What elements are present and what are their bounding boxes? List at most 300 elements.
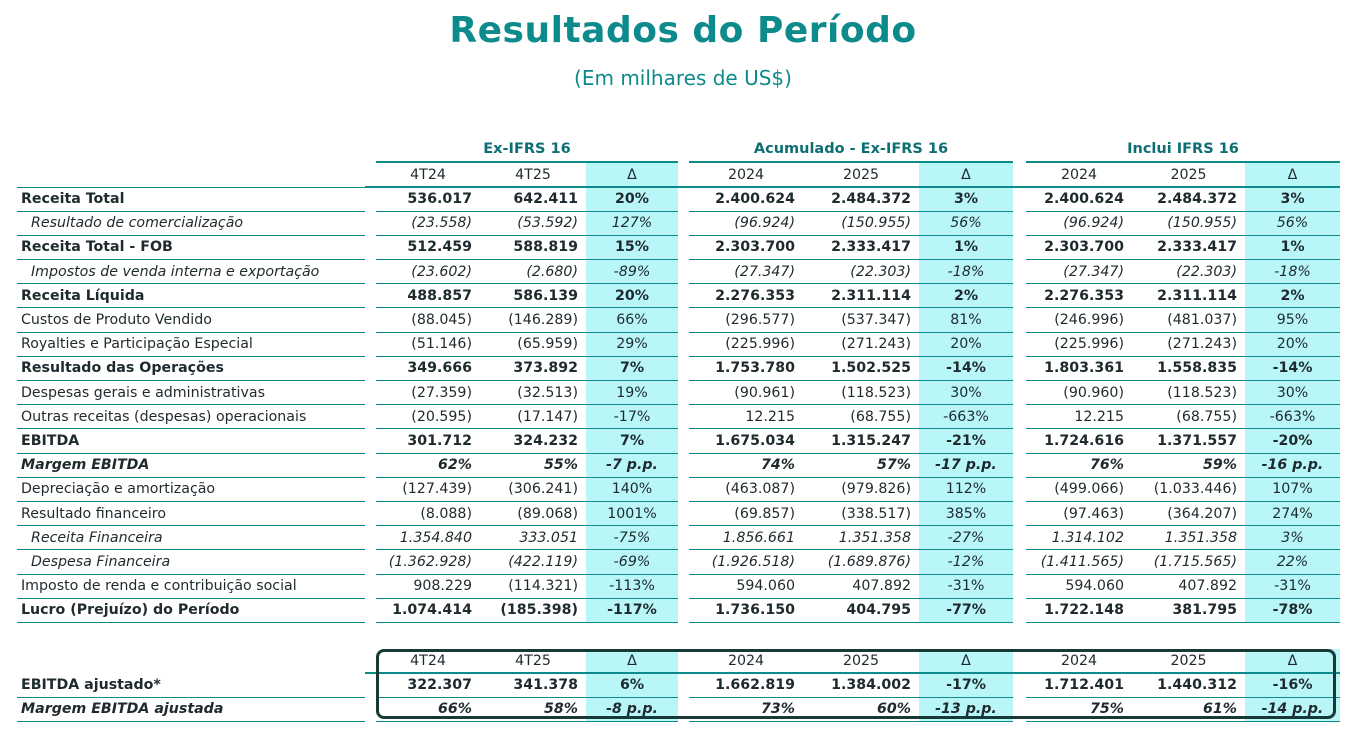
column-gap xyxy=(1013,260,1026,284)
column-gap xyxy=(1013,235,1026,259)
column-gap xyxy=(1013,453,1026,477)
value-cell: (51.146) xyxy=(376,332,480,356)
delta-cell: 274% xyxy=(1245,501,1340,525)
delta-cell: -20% xyxy=(1245,429,1340,453)
value-cell: (296.577) xyxy=(689,308,803,332)
row-label: Despesa Financeira xyxy=(17,550,365,574)
delta-header: Δ xyxy=(919,163,1013,187)
period-header: 2025 xyxy=(1132,649,1245,673)
value-cell: 1.502.525 xyxy=(803,356,919,380)
delta-cell: 1% xyxy=(1245,235,1340,259)
value-cell: 381.795 xyxy=(1132,598,1245,622)
delta-cell: -12% xyxy=(919,550,1013,574)
delta-cell: 56% xyxy=(919,211,1013,235)
value-cell: 586.139 xyxy=(480,284,586,308)
value-cell: (32.513) xyxy=(480,381,586,405)
value-cell: (225.996) xyxy=(1026,332,1132,356)
delta-cell: -31% xyxy=(1245,574,1340,598)
value-cell: (96.924) xyxy=(689,211,803,235)
column-gap xyxy=(365,332,376,356)
column-gap xyxy=(365,598,376,622)
column-gap xyxy=(678,550,689,574)
value-cell: (20.595) xyxy=(376,405,480,429)
column-gap xyxy=(1013,501,1026,525)
column-gap xyxy=(678,284,689,308)
delta-cell: -14 p.p. xyxy=(1245,697,1340,721)
column-gap xyxy=(678,308,689,332)
column-gap xyxy=(365,526,376,550)
row-label: Despesas gerais e administrativas xyxy=(17,381,365,405)
delta-cell: 127% xyxy=(586,211,678,235)
table-row xyxy=(17,526,1340,550)
value-cell: 73% xyxy=(689,697,803,721)
delta-cell: 95% xyxy=(1245,308,1340,332)
row-label: Receita Total xyxy=(17,187,365,211)
table-row xyxy=(17,211,1340,235)
column-gap xyxy=(1013,332,1026,356)
delta-cell: 30% xyxy=(1245,381,1340,405)
table-row xyxy=(17,429,1340,453)
delta-cell: -78% xyxy=(1245,598,1340,622)
row-label: Depreciação e amortização xyxy=(17,477,365,501)
value-cell: (306.241) xyxy=(480,477,586,501)
period-header: 2025 xyxy=(803,649,919,673)
table-row xyxy=(17,356,1340,380)
value-cell: 488.857 xyxy=(376,284,480,308)
value-cell: (127.439) xyxy=(376,477,480,501)
value-cell: (185.398) xyxy=(480,598,586,622)
column-gap xyxy=(678,697,689,721)
row-label: Lucro (Prejuízo) do Período xyxy=(17,598,365,622)
column-gap xyxy=(365,697,376,721)
value-cell: 1.384.002 xyxy=(803,673,919,697)
value-cell: (89.068) xyxy=(480,501,586,525)
value-cell: 2.400.624 xyxy=(689,187,803,211)
delta-cell: 66% xyxy=(586,308,678,332)
delta-cell: -7 p.p. xyxy=(586,453,678,477)
delta-cell: -663% xyxy=(919,405,1013,429)
column-gap xyxy=(1013,697,1026,721)
value-cell: 59% xyxy=(1132,453,1245,477)
column-gap xyxy=(365,501,376,525)
delta-cell: -16 p.p. xyxy=(1245,453,1340,477)
column-gap xyxy=(365,673,376,697)
value-cell: 324.232 xyxy=(480,429,586,453)
value-cell: 341.378 xyxy=(480,673,586,697)
value-cell: (463.087) xyxy=(689,477,803,501)
group-header-inclui-ifrs16: Inclui IFRS 16 xyxy=(1127,141,1239,157)
value-cell: 2.484.372 xyxy=(803,187,919,211)
delta-cell: -13 p.p. xyxy=(919,697,1013,721)
delta-cell: 15% xyxy=(586,235,678,259)
value-cell: (118.523) xyxy=(803,381,919,405)
row-label: Resultado de comercialização xyxy=(17,211,365,235)
value-cell: 594.060 xyxy=(689,574,803,598)
value-cell: 1.315.247 xyxy=(803,429,919,453)
row-label: Margem EBITDA xyxy=(17,453,365,477)
delta-cell: 7% xyxy=(586,356,678,380)
period-header: 2025 xyxy=(803,163,919,187)
delta-header: Δ xyxy=(1245,649,1340,673)
value-cell: (979.826) xyxy=(803,477,919,501)
delta-cell: 3% xyxy=(1245,187,1340,211)
table-row xyxy=(17,332,1340,356)
table-row xyxy=(17,453,1340,477)
column-gap xyxy=(678,260,689,284)
delta-header: Δ xyxy=(919,649,1013,673)
value-cell: 2.303.700 xyxy=(1026,235,1132,259)
row-label: Receita Líquida xyxy=(17,284,365,308)
column-gap xyxy=(678,211,689,235)
column-gap xyxy=(678,574,689,598)
value-cell: (1.926.518) xyxy=(689,550,803,574)
value-cell: 1.724.616 xyxy=(1026,429,1132,453)
value-cell: (364.207) xyxy=(1132,501,1245,525)
value-cell: 349.666 xyxy=(376,356,480,380)
period-header: 4T25 xyxy=(480,163,586,187)
delta-cell: -14% xyxy=(919,356,1013,380)
value-cell: (69.857) xyxy=(689,501,803,525)
header-spacer xyxy=(17,163,365,187)
delta-cell: -16% xyxy=(1245,673,1340,697)
column-gap xyxy=(1013,187,1026,211)
value-cell: (27.347) xyxy=(1026,260,1132,284)
column-gap xyxy=(678,332,689,356)
value-cell: (1.033.446) xyxy=(1132,477,1245,501)
value-cell: (22.303) xyxy=(803,260,919,284)
row-label: Resultado financeiro xyxy=(17,501,365,525)
column-gap xyxy=(1013,673,1026,697)
delta-cell: 1001% xyxy=(586,501,678,525)
column-gap xyxy=(365,187,376,211)
delta-cell: 20% xyxy=(919,332,1013,356)
delta-cell: 29% xyxy=(586,332,678,356)
value-cell: 1.074.414 xyxy=(376,598,480,622)
column-gap xyxy=(1013,381,1026,405)
value-cell: 512.459 xyxy=(376,235,480,259)
value-cell: 62% xyxy=(376,453,480,477)
row-label: EBITDA xyxy=(17,429,365,453)
column-gap xyxy=(1013,550,1026,574)
value-cell: 12.215 xyxy=(1026,405,1132,429)
column-gap xyxy=(1013,526,1026,550)
value-cell: (1.411.565) xyxy=(1026,550,1132,574)
period-header: 2024 xyxy=(689,649,803,673)
value-cell: 1.803.361 xyxy=(1026,356,1132,380)
value-cell: (338.517) xyxy=(803,501,919,525)
delta-cell: 20% xyxy=(586,187,678,211)
value-cell: 407.892 xyxy=(803,574,919,598)
delta-cell: 56% xyxy=(1245,211,1340,235)
value-cell: (23.558) xyxy=(376,211,480,235)
column-gap xyxy=(365,235,376,259)
value-cell: (422.119) xyxy=(480,550,586,574)
value-cell: 407.892 xyxy=(1132,574,1245,598)
value-cell: 1.351.358 xyxy=(803,526,919,550)
value-cell: 76% xyxy=(1026,453,1132,477)
row-label: Outras receitas (despesas) operacionais xyxy=(17,405,365,429)
value-cell: 1.371.557 xyxy=(1132,429,1245,453)
results-table xyxy=(17,163,1340,623)
value-cell: (8.088) xyxy=(376,501,480,525)
delta-cell: 1% xyxy=(919,235,1013,259)
value-cell: 404.795 xyxy=(803,598,919,622)
value-cell: 1.712.401 xyxy=(1026,673,1132,697)
value-cell: 2.311.114 xyxy=(1132,284,1245,308)
column-gap xyxy=(1013,163,1026,187)
value-cell: 2.276.353 xyxy=(1026,284,1132,308)
delta-cell: 385% xyxy=(919,501,1013,525)
column-gap xyxy=(678,187,689,211)
value-cell: (88.045) xyxy=(376,308,480,332)
value-cell: 301.712 xyxy=(376,429,480,453)
delta-cell: 140% xyxy=(586,477,678,501)
value-cell: 1.558.835 xyxy=(1132,356,1245,380)
value-cell: (499.066) xyxy=(1026,477,1132,501)
value-cell: 74% xyxy=(689,453,803,477)
value-cell: (53.592) xyxy=(480,211,586,235)
table-row xyxy=(17,501,1340,525)
value-cell: 60% xyxy=(803,697,919,721)
header-spacer xyxy=(17,649,365,673)
value-cell: (481.037) xyxy=(1132,308,1245,332)
table-row xyxy=(17,697,1340,721)
column-gap xyxy=(678,429,689,453)
value-cell: (68.755) xyxy=(1132,405,1245,429)
value-cell: 66% xyxy=(376,697,480,721)
delta-cell: -18% xyxy=(1245,260,1340,284)
adjusted-ebitda-table xyxy=(17,649,1340,722)
value-cell: 75% xyxy=(1026,697,1132,721)
delta-cell: -69% xyxy=(586,550,678,574)
table-row xyxy=(17,477,1340,501)
period-header: 4T25 xyxy=(480,649,586,673)
value-cell: 1.675.034 xyxy=(689,429,803,453)
period-header: 4T24 xyxy=(376,163,480,187)
value-cell: 1.440.312 xyxy=(1132,673,1245,697)
row-label: Royalties e Participação Especial xyxy=(17,332,365,356)
column-gap xyxy=(365,477,376,501)
column-gap xyxy=(365,453,376,477)
column-gap xyxy=(1013,405,1026,429)
column-header-row xyxy=(17,163,1340,187)
delta-cell: 112% xyxy=(919,477,1013,501)
delta-cell: 19% xyxy=(586,381,678,405)
value-cell: (146.289) xyxy=(480,308,586,332)
value-cell: 373.892 xyxy=(480,356,586,380)
delta-cell: -77% xyxy=(919,598,1013,622)
column-gap xyxy=(678,598,689,622)
column-gap xyxy=(678,381,689,405)
delta-cell: -27% xyxy=(919,526,1013,550)
group-header-ex-ifrs16: Ex-IFRS 16 xyxy=(483,141,571,157)
column-gap xyxy=(1013,429,1026,453)
value-cell: (1.689.876) xyxy=(803,550,919,574)
column-gap xyxy=(365,405,376,429)
table-row xyxy=(17,284,1340,308)
delta-cell: 30% xyxy=(919,381,1013,405)
column-gap xyxy=(678,673,689,697)
value-cell: 642.411 xyxy=(480,187,586,211)
delta-cell: -113% xyxy=(586,574,678,598)
column-gap xyxy=(1013,284,1026,308)
value-cell: 2.276.353 xyxy=(689,284,803,308)
value-cell: 322.307 xyxy=(376,673,480,697)
value-cell: 2.484.372 xyxy=(1132,187,1245,211)
column-gap xyxy=(365,574,376,598)
row-label: EBITDA ajustado* xyxy=(17,673,365,697)
column-gap xyxy=(1013,477,1026,501)
value-cell: (150.955) xyxy=(803,211,919,235)
row-label: Custos de Produto Vendido xyxy=(17,308,365,332)
value-cell: 2.333.417 xyxy=(803,235,919,259)
column-gap xyxy=(678,649,689,673)
value-cell: (114.321) xyxy=(480,574,586,598)
value-cell: (27.347) xyxy=(689,260,803,284)
delta-cell: -17% xyxy=(919,673,1013,697)
value-cell: 908.229 xyxy=(376,574,480,598)
period-header: 4T24 xyxy=(376,649,480,673)
value-cell: 58% xyxy=(480,697,586,721)
column-header-row xyxy=(17,649,1340,673)
value-cell: (2.680) xyxy=(480,260,586,284)
delta-cell: -17% xyxy=(586,405,678,429)
delta-cell: 2% xyxy=(1245,284,1340,308)
value-cell: 1.856.661 xyxy=(689,526,803,550)
group-header-acumulado: Acumulado - Ex-IFRS 16 xyxy=(753,141,949,157)
row-label: Receita Financeira xyxy=(17,526,365,550)
column-gap xyxy=(1013,308,1026,332)
table-row xyxy=(17,260,1340,284)
column-gap xyxy=(678,235,689,259)
table-row xyxy=(17,235,1340,259)
delta-cell: -89% xyxy=(586,260,678,284)
delta-cell: -8 p.p. xyxy=(586,697,678,721)
page-subtitle: (Em milhares de US$) xyxy=(574,66,792,90)
value-cell: 12.215 xyxy=(689,405,803,429)
row-label: Imposto de renda e contribuição social xyxy=(17,574,365,598)
value-cell: (271.243) xyxy=(1132,332,1245,356)
delta-header: Δ xyxy=(586,163,678,187)
value-cell: 1.722.148 xyxy=(1026,598,1132,622)
delta-cell: -17 p.p. xyxy=(919,453,1013,477)
value-cell: 2.311.114 xyxy=(803,284,919,308)
column-gap xyxy=(365,550,376,574)
column-gap xyxy=(365,649,376,673)
column-gap xyxy=(678,453,689,477)
column-gap xyxy=(1013,649,1026,673)
column-gap xyxy=(1013,211,1026,235)
column-gap xyxy=(1013,598,1026,622)
value-cell: (65.959) xyxy=(480,332,586,356)
value-cell: 2.303.700 xyxy=(689,235,803,259)
value-cell: 57% xyxy=(803,453,919,477)
value-cell: 588.819 xyxy=(480,235,586,259)
value-cell: 55% xyxy=(480,453,586,477)
value-cell: (1.715.565) xyxy=(1132,550,1245,574)
period-header: 2024 xyxy=(689,163,803,187)
value-cell: (22.303) xyxy=(1132,260,1245,284)
value-cell: (537.347) xyxy=(803,308,919,332)
column-gap xyxy=(678,477,689,501)
value-cell: (225.996) xyxy=(689,332,803,356)
column-gap xyxy=(1013,574,1026,598)
column-gap xyxy=(365,284,376,308)
delta-cell: 20% xyxy=(586,284,678,308)
delta-cell: -14% xyxy=(1245,356,1340,380)
value-cell: (96.924) xyxy=(1026,211,1132,235)
value-cell: 1.662.819 xyxy=(689,673,803,697)
value-cell: (246.996) xyxy=(1026,308,1132,332)
table-row xyxy=(17,308,1340,332)
row-label: Receita Total - FOB xyxy=(17,235,365,259)
period-header: 2024 xyxy=(1026,649,1132,673)
table-row xyxy=(17,381,1340,405)
delta-cell: 22% xyxy=(1245,550,1340,574)
delta-cell: 6% xyxy=(586,673,678,697)
period-header: 2025 xyxy=(1132,163,1245,187)
value-cell: 536.017 xyxy=(376,187,480,211)
value-cell: 2.333.417 xyxy=(1132,235,1245,259)
table-row xyxy=(17,598,1340,622)
value-cell: 61% xyxy=(1132,697,1245,721)
column-gap xyxy=(678,163,689,187)
delta-cell: -18% xyxy=(919,260,1013,284)
value-cell: (27.359) xyxy=(376,381,480,405)
value-cell: (118.523) xyxy=(1132,381,1245,405)
table-row xyxy=(17,550,1340,574)
value-cell: 2.400.624 xyxy=(1026,187,1132,211)
delta-cell: 81% xyxy=(919,308,1013,332)
delta-cell: 107% xyxy=(1245,477,1340,501)
delta-cell: 3% xyxy=(919,187,1013,211)
column-gap xyxy=(678,501,689,525)
column-gap xyxy=(678,405,689,429)
value-cell: (1.362.928) xyxy=(376,550,480,574)
column-gap xyxy=(678,356,689,380)
column-gap xyxy=(365,308,376,332)
value-cell: (150.955) xyxy=(1132,211,1245,235)
delta-cell: 2% xyxy=(919,284,1013,308)
value-cell: 1.351.358 xyxy=(1132,526,1245,550)
delta-cell: -75% xyxy=(586,526,678,550)
delta-cell: -21% xyxy=(919,429,1013,453)
value-cell: 1.354.840 xyxy=(376,526,480,550)
table-row xyxy=(17,187,1340,211)
value-cell: 594.060 xyxy=(1026,574,1132,598)
table-row xyxy=(17,673,1340,697)
table-row xyxy=(17,405,1340,429)
row-label: Margem EBITDA ajustada xyxy=(17,697,365,721)
value-cell: (90.960) xyxy=(1026,381,1132,405)
column-gap xyxy=(1013,356,1026,380)
column-gap xyxy=(365,356,376,380)
value-cell: 1.314.102 xyxy=(1026,526,1132,550)
delta-cell: 3% xyxy=(1245,526,1340,550)
value-cell: 1.736.150 xyxy=(689,598,803,622)
delta-cell: -663% xyxy=(1245,405,1340,429)
delta-cell: -117% xyxy=(586,598,678,622)
value-cell: (90.961) xyxy=(689,381,803,405)
delta-header: Δ xyxy=(586,649,678,673)
value-cell: (17.147) xyxy=(480,405,586,429)
column-gap xyxy=(365,381,376,405)
value-cell: (23.602) xyxy=(376,260,480,284)
value-cell: (68.755) xyxy=(803,405,919,429)
page-title: Resultados do Período xyxy=(449,10,917,51)
column-gap xyxy=(678,526,689,550)
row-label: Resultado das Operações xyxy=(17,356,365,380)
